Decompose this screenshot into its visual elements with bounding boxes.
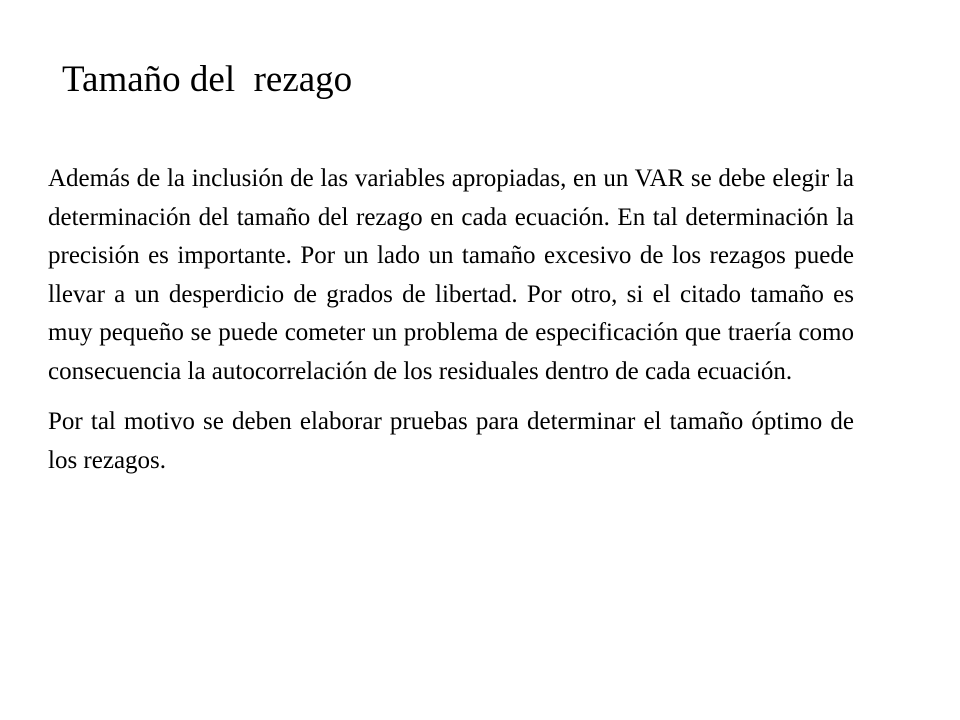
body-paragraph-1: Además de la inclusión de las variables apropiadas, en un VAR se debe elegir la determinación del tamaño del rezago en cada ecuación. En tal determinación la precisión es importante. Por un lado un tamaño excesivo de los rezagos puede llevar a un desperdicio de grados de libertad. Por otro, si el citado tamaño es muy pequeño se puede cometer un problema de especificación que traería como consecuencia la autocorrelación de los residuales dentro de cada ecuación. (48, 165, 854, 385)
body-paragraph-2: Por tal motivo se deben elaborar pruebas para determinar el tamaño óptimo de los rezagos. (48, 408, 854, 474)
slide-title: Tamaño del rezago (62, 59, 353, 100)
slide-body (48, 160, 854, 480)
